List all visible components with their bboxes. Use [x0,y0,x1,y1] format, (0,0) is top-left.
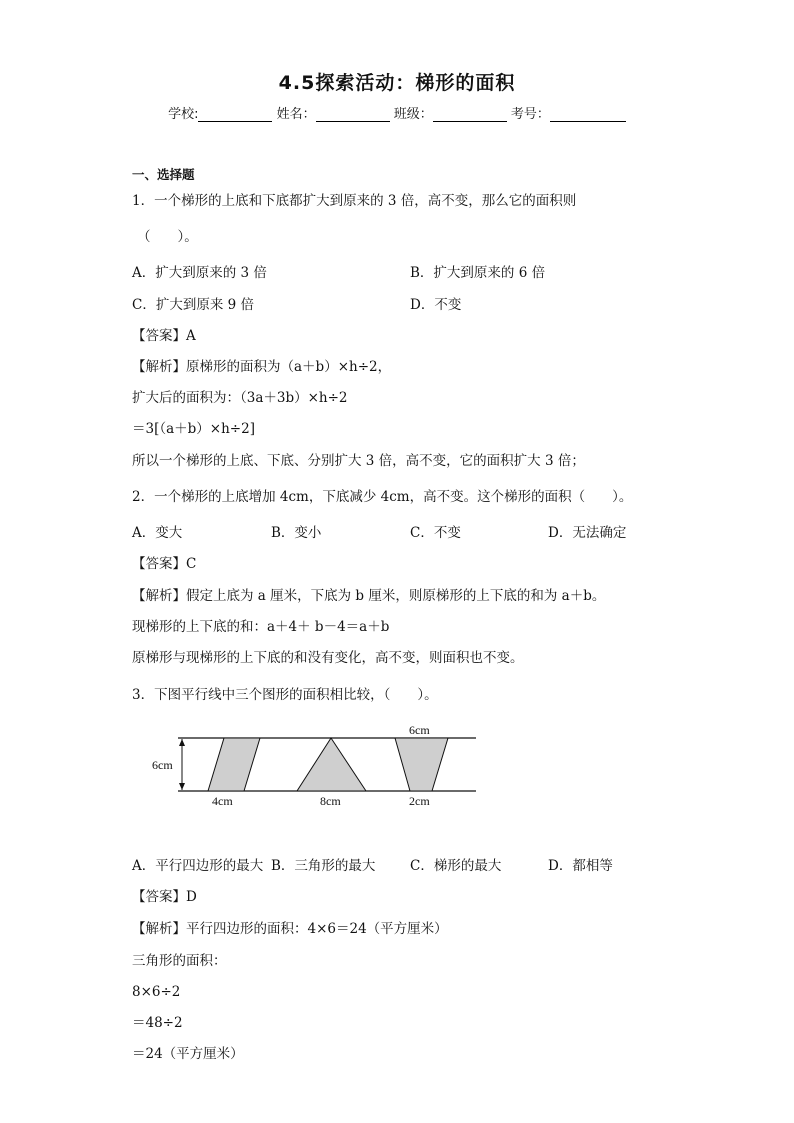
height-arrow-head-top [179,739,185,746]
q3-analysis-line: 三角形的面积： [132,953,227,969]
q2-option-b[interactable]: B．变小 [271,525,322,541]
q2-analysis-line: 原梯形与现梯形的上下底的和没有变化，高不变，则面积也不变。 [132,650,524,666]
page-title: 4.5探索活动：梯形的面积 [278,72,516,94]
q1-option-c[interactable]: C．扩大到原来 9 倍 [132,297,255,313]
parallelogram-shape [208,738,260,791]
exam-number-blank[interactable] [550,107,626,122]
trapezoid-bottom-label: 2cm [409,794,430,808]
trapezoid-shape [395,738,448,791]
q2-analysis-line: 现梯形的上下底的和：a＋4＋ b－4＝a＋b [132,619,390,635]
triangle-base-label: 8cm [320,794,341,808]
trapezoid-top-label: 6cm [409,723,430,737]
school-blank[interactable] [198,107,272,122]
q2-option-a[interactable]: A．变大 [132,525,183,541]
q3-answer: 【答案】D [132,889,197,905]
q1-analysis-line: 扩大后的面积为：（3a＋3b）×h÷2 [132,390,348,406]
height-arrow-head-bottom [179,783,185,790]
name-blank[interactable] [316,107,390,122]
class-label: 班级： [393,107,433,122]
q2-analysis-line: 【解析】假定上底为 a 厘米，下底为 b 厘米，则原梯形的上下底的和为 a＋b。 [132,588,606,604]
q3-stem: 3．下图平行线中三个图形的面积相比较，（ ）。 [132,687,438,703]
q2-answer: 【答案】C [132,556,197,572]
q1-option-d[interactable]: D．不变 [410,297,462,313]
q1-analysis-line: 【解析】原梯形的面积为（a＋b）×h÷2， [132,359,392,375]
name-label: 姓名： [276,107,316,122]
q1-option-b[interactable]: B．扩大到原来的 6 倍 [410,265,546,281]
height-label: 6cm [152,758,173,772]
q3-analysis-line: 【解析】平行四边形的面积：4×6＝24（平方厘米） [132,921,448,937]
school-label: 学校: [168,107,199,122]
section-heading: 一、选择题 [132,167,195,182]
triangle-shape [297,738,366,791]
q3-option-c[interactable]: C．梯形的最大 [410,858,502,874]
q2-stem: 2．一个梯形的上底增加 4cm，下底减少 4cm，高不变。这个梯形的面积（ ）。 [132,489,633,505]
q3-analysis-line: 8×6÷2 [132,984,181,1000]
q1-analysis-line: ＝3[（a＋b）×h÷2] [132,421,255,437]
exam-number-label: 考号： [510,107,550,122]
q1-stem: 1．一个梯形的上底和下底都扩大到原来的 3 倍，高不变，那么它的面积则 [132,193,577,209]
parallelogram-base-label: 4cm [212,794,233,808]
q3-analysis-line: ＝24（平方厘米） [132,1046,244,1062]
q3-option-d[interactable]: D．都相等 [548,858,613,874]
class-blank[interactable] [433,107,507,122]
q1-option-a[interactable]: A．扩大到原来的 3 倍 [132,265,267,281]
q3-figure [0,718,794,818]
q1-blank: （ ）。 [137,229,198,245]
q2-option-d[interactable]: D．无法确定 [548,525,627,541]
q1-answer: 【答案】A [132,328,196,344]
q3-option-b[interactable]: B．三角形的最大 [271,858,376,874]
q3-analysis-line: ＝48÷2 [132,1015,183,1031]
q2-option-c[interactable]: C．不变 [410,525,461,541]
q1-analysis-line: 所以一个梯形的上底、下底、分别扩大 3 倍，高不变，它的面积扩大 3 倍； [132,453,585,469]
q3-option-a[interactable]: A．平行四边形的最大 [132,858,264,874]
student-info-row [0,103,794,122]
